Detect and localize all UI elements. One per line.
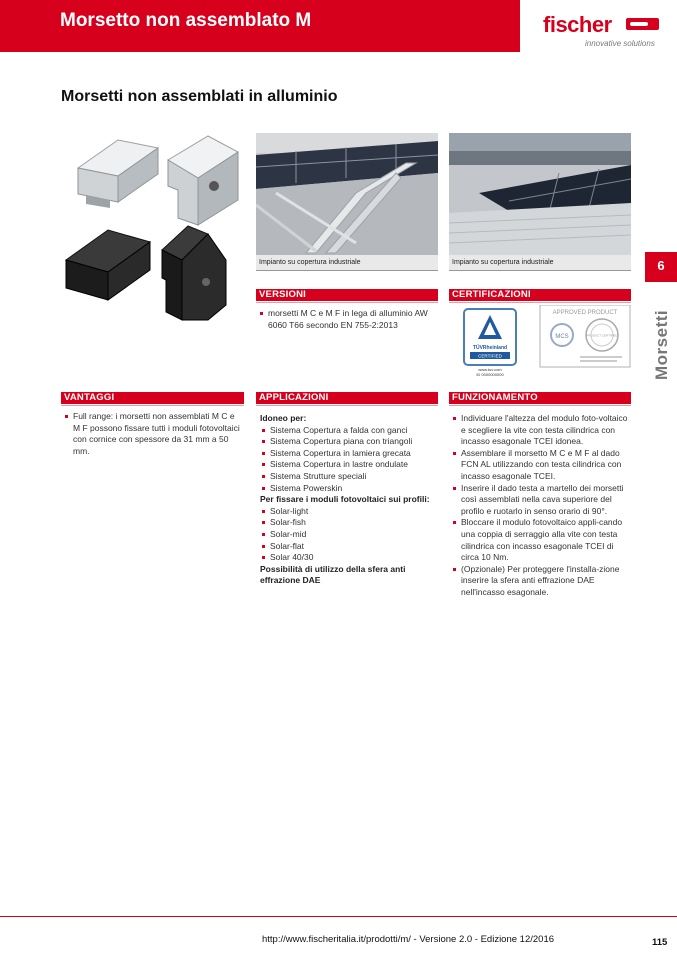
list-item: Sistema Copertura in lamiera grecata xyxy=(260,448,438,460)
logo-wordmark: fischer xyxy=(543,12,612,37)
installation-photo-2-image xyxy=(449,133,631,255)
installation-photo-1-image xyxy=(256,133,438,255)
list-item: Sistema Copertura piana con triangoli xyxy=(260,436,438,448)
tuv-url: www.tuv.com xyxy=(478,367,502,372)
installation-photo-2 xyxy=(449,133,631,271)
versioni-list xyxy=(258,308,438,331)
list-item: Assemblare il morsetto M C e M F al dado FCN AL utilizzando con testa cilindrica con incasso esagonale TCEI. xyxy=(451,448,631,483)
footer-url[interactable]: http://www.fischeritalia.it/prodotti/m/ - Versione 2.0 - Edizione 12/2016 xyxy=(262,934,555,945)
logo-badge-icon xyxy=(626,18,659,30)
applicazioni-header: APPLICAZIONI xyxy=(256,392,438,404)
funzionamento-header: FUNZIONAMENTO xyxy=(449,392,631,404)
chapter-number: 6 xyxy=(657,258,665,273)
list-item: Full range: i morsetti non assemblati M C e M F possono fissare tutti i moduli fotovoltaici con cornice con spessore da 31 mm a 50 mm. xyxy=(63,411,243,457)
header-bar xyxy=(0,0,520,52)
versioni-header: VERSIONI xyxy=(256,289,438,301)
list-item: Sistema Copertura in lastre ondulate xyxy=(260,459,438,471)
list-item: Individuare l'altezza del modulo foto-voltaico e scegliere la vite con testa cilindrica con incasso esagonale TCEI idonea. xyxy=(451,413,631,448)
footer-rule xyxy=(0,916,677,917)
installation-photo-1 xyxy=(256,133,438,271)
chapter-tab[interactable] xyxy=(645,252,677,282)
mcs-heading: APPROVED PRODUCT xyxy=(552,310,618,316)
tuv-certified: CERTIFIED xyxy=(478,353,502,359)
mcs-ring-text: PRODUCT CERTIFIED xyxy=(586,333,618,338)
mcs-badge-label: MCS xyxy=(555,334,569,340)
photo-caption: Impianto su copertura industriale xyxy=(452,259,554,266)
tuv-name: TÜVRheinland xyxy=(472,345,508,351)
product-clamps-image xyxy=(58,130,248,335)
list-item: Sistema Powerskin xyxy=(260,483,438,495)
list-item: Solar-fish xyxy=(260,517,438,529)
applicazioni-list xyxy=(260,413,438,587)
list-item: Solar-mid xyxy=(260,529,438,541)
section-title: Morsetti non assemblati in alluminio xyxy=(61,88,338,105)
fischer-logo xyxy=(543,12,663,52)
photo-caption: Impianto su copertura industriale xyxy=(259,259,361,266)
vantaggi-header: VANTAGGI xyxy=(61,392,244,404)
list-heading: Idoneo per: xyxy=(260,413,307,423)
certificazioni-header: CERTIFICAZIONI xyxy=(449,289,631,301)
vantaggi-list xyxy=(63,411,243,457)
list-item: Solar-light xyxy=(260,506,438,518)
funzionamento-list xyxy=(451,413,631,599)
chapter-label: Morsetti xyxy=(652,309,671,380)
page-number: 115 xyxy=(652,937,668,948)
list-heading: Per fissare i moduli fotovoltaici sui profili: xyxy=(260,494,430,505)
list-item: Sistema Strutture speciali xyxy=(260,471,438,483)
list-item: Inserire il dado testa a martello dei morsetti così assemblati nella cava superiore del profilo e ruotarlo in senso orario di 90°. xyxy=(451,483,631,518)
list-item: (Opzionale) Per proteggere l'installa-zione inserire la sfera anti effrazione DAE nell'incasso esagonale. xyxy=(451,564,631,599)
list-item: Bloccare il modulo fotovoltaico appli-cando una coppia di serraggio alla vite con testa cilindrica con incasso esagonale TCEI di circa 10 Nm. xyxy=(451,517,631,563)
page-title: Morsetto non assemblato M xyxy=(60,10,312,31)
list-item: Solar 40/30 xyxy=(260,552,438,564)
list-item: morsetti M C e M F in lega di alluminio AW 6060 T66 secondo EN 755-2:2013 xyxy=(258,308,438,331)
tuv-id: ID 0000000000 xyxy=(476,372,504,377)
list-heading: Possibilità di utilizzo della sfera anti effrazione DAE xyxy=(260,563,406,586)
logo-tagline: innovative solutions xyxy=(585,39,655,48)
list-item: Sistema Copertura a falda con ganci xyxy=(260,425,438,437)
certification-logos xyxy=(462,305,632,380)
certifications xyxy=(462,305,632,380)
list-item: Solar-flat xyxy=(260,541,438,553)
